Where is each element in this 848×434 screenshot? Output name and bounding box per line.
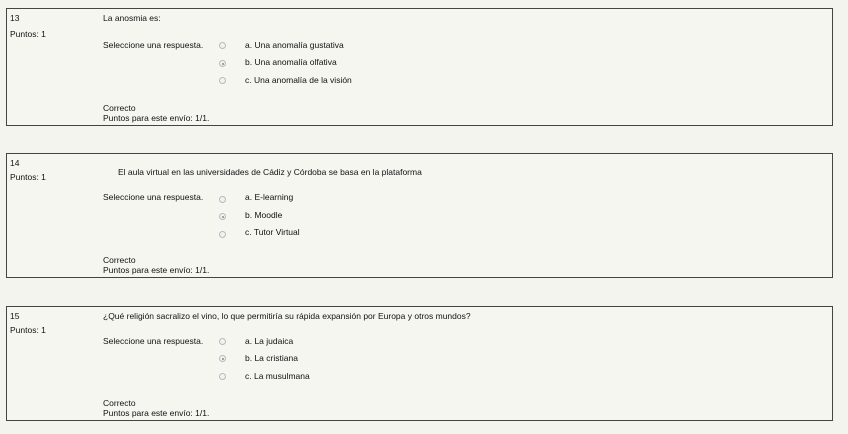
question-text: La anosmia es: — [103, 13, 161, 23]
option-label-c[interactable]: c. La musulmana — [245, 371, 310, 381]
question-number: 15 — [10, 311, 20, 321]
answer-prompt: Seleccione una respuesta. — [103, 192, 204, 202]
radio-option-b[interactable] — [219, 60, 226, 67]
result-status: Correcto — [103, 255, 136, 265]
option-label-a[interactable]: a. E-learning — [245, 192, 294, 202]
option-label-c[interactable]: c. Una anomalía de la visión — [245, 75, 352, 85]
radio-option-a[interactable] — [219, 338, 226, 345]
question-block-13 — [6, 8, 833, 126]
radio-option-a[interactable] — [219, 196, 226, 203]
question-points: Puntos: 1 — [10, 172, 46, 182]
question-text: ¿Qué religión sacralizo el vino, lo que permitiría su rápida expansión por Europa y otros mundos? — [103, 311, 471, 321]
score-text: Puntos para este envío: 1/1. — [103, 265, 210, 275]
answer-prompt: Seleccione una respuesta. — [103, 336, 204, 346]
option-label-a[interactable]: a. La judaica — [245, 336, 294, 346]
result-status: Correcto — [103, 103, 136, 113]
radio-option-b[interactable] — [219, 213, 226, 220]
radio-option-c[interactable] — [219, 77, 226, 84]
radio-option-b[interactable] — [219, 355, 226, 362]
question-number: 14 — [10, 158, 20, 168]
option-label-a[interactable]: a. Una anomalía gustativa — [245, 40, 344, 50]
question-text: El aula virtual en las universidades de Cádiz y Córdoba se basa en la plataforma — [118, 167, 422, 177]
radio-option-c[interactable] — [219, 231, 226, 238]
option-label-c[interactable]: c. Tutor Virtual — [245, 227, 300, 237]
question-block-15 — [6, 306, 833, 421]
option-label-b[interactable]: b. Moodle — [245, 210, 283, 220]
radio-option-a[interactable] — [219, 42, 226, 49]
option-label-b[interactable]: b. Una anomalía olfativa — [245, 57, 337, 67]
answer-prompt: Seleccione una respuesta. — [103, 40, 204, 50]
result-status: Correcto — [103, 398, 136, 408]
question-block-14 — [6, 153, 833, 278]
radio-option-c[interactable] — [219, 373, 226, 380]
score-text: Puntos para este envío: 1/1. — [103, 408, 210, 418]
score-text: Puntos para este envío: 1/1. — [103, 113, 210, 123]
question-points: Puntos: 1 — [10, 29, 46, 39]
option-label-b[interactable]: b. La cristiana — [245, 353, 298, 363]
question-number: 13 — [10, 13, 20, 23]
question-points: Puntos: 1 — [10, 325, 46, 335]
